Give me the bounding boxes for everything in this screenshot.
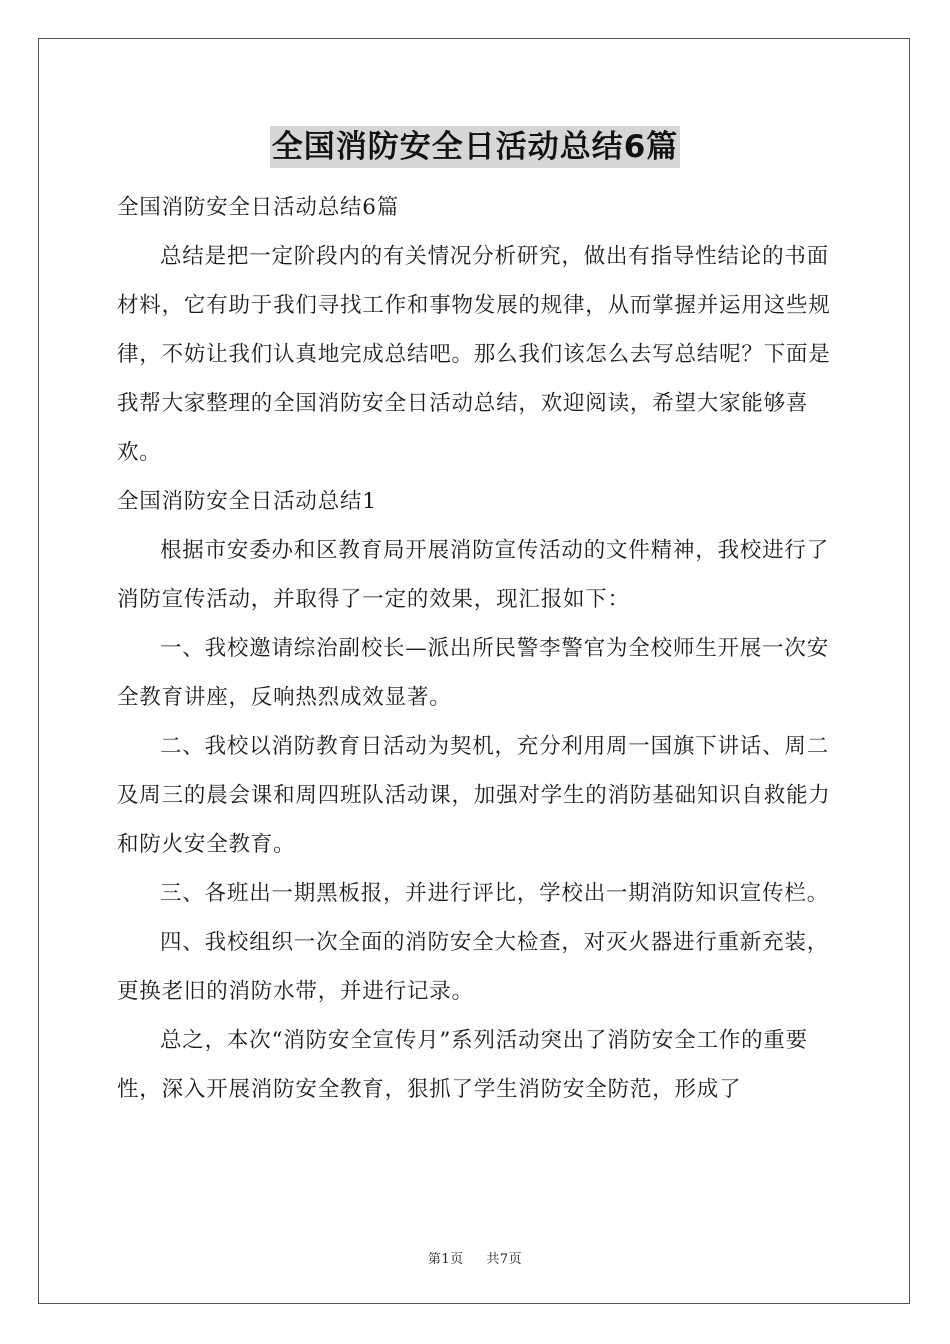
- page-number: 第1页: [427, 1252, 464, 1267]
- body-paragraph: 二、我校以消防教育日活动为契机，充分利用周一国旗下讲话、周二及周三的晨会课和周四班队活动课，加强对学生的消防基础知识自救能力和防火安全教育。: [117, 734, 831, 857]
- document-body: [117, 183, 835, 1114]
- body-paragraph: 一、我校邀请综治副校长—派出所民警李警官为全校师生开展一次安全教育讲座，反响热烈成效显著。: [117, 636, 830, 710]
- title-container: [0, 126, 950, 168]
- intro-paragraph: 总结是把一定阶段内的有关情况分析研究，做出有指导性结论的书面材料，它有助于我们寻找工作和事物发展的规律，从而掌握并运用这些规律，不妨让我们认真地完成总结吧。那么我们该怎么去写总结呢？下面是我帮大家整理的全国消防安全日活动总结，欢迎阅读，希望大家能够喜欢。: [117, 244, 831, 465]
- body-paragraph: 四、我校组织一次全面的消防安全大检查，对灭火器进行重新充装，更换老旧的消防水带，并进行记录。: [117, 930, 830, 1004]
- section-heading: 全国消防安全日活动总结1: [117, 489, 377, 514]
- body-paragraph: 总之，本次“消防安全宣传月”系列活动突出了消防安全工作的重要性，深入开展消防安全教育，狠抓了学生消防安全防范，形成了: [117, 1028, 808, 1102]
- document-title: 全国消防安全日活动总结6篇: [270, 126, 681, 168]
- body-paragraph: 根据市安委办和区教育局开展消防宣传活动的文件精神，我校进行了消防宣传活动，并取得了一定的效果，现汇报如下：: [117, 538, 830, 612]
- page-footer: [0, 1248, 950, 1267]
- page-total: 共7页: [486, 1252, 523, 1267]
- subtitle-line: 全国消防安全日活动总结6篇: [117, 195, 400, 220]
- body-paragraph: 三、各班出一期黑板报，并进行评比，学校出一期消防知识宣传栏。: [160, 881, 830, 906]
